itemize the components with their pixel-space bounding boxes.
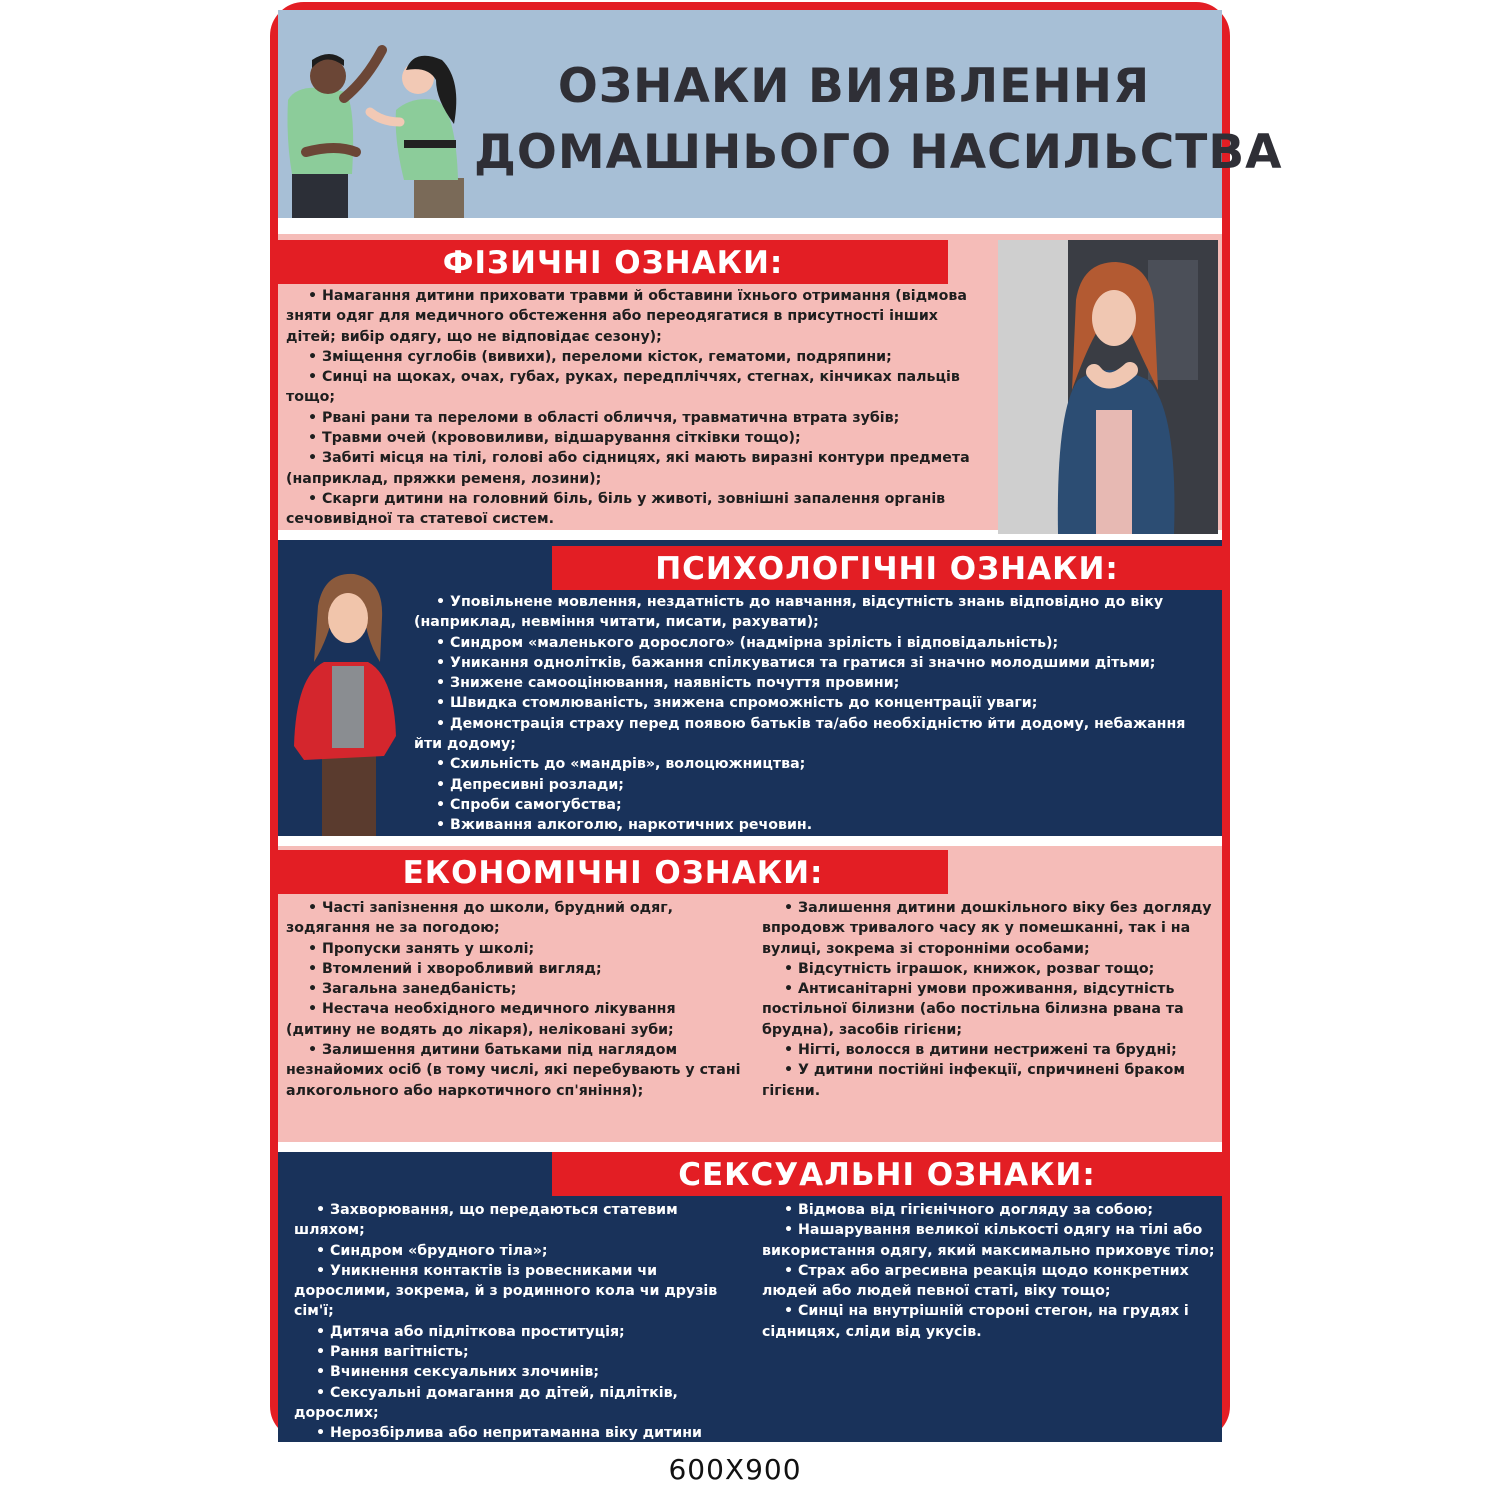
psychological-heading: ПСИХОЛОГІЧНІ ОЗНАКИ: bbox=[552, 546, 1222, 590]
list-item: • Забиті місця на тілі, голові або сідницях, які мають виразні контури предмета (наприклад, пряжки ременя, лозини); bbox=[286, 448, 982, 489]
list-item: • Намагання дитини приховати травми й обставини їхнього отримання (відмова зняти одяг для медичного обстеження або переодягатися в присутності інших дітей; вибір одягу, що не відповідає сезону); bbox=[286, 286, 982, 347]
list-item: • Нерозбірлива або непритаманна віку дитини сексуальна поведінка. bbox=[294, 1423, 738, 1464]
list-item: • Знижене самооцінювання, наявність почуття провини; bbox=[414, 673, 1216, 693]
list-item: • Вживання алкоголю, наркотичних речовин. bbox=[414, 815, 1216, 835]
list-item: • Зміщення суглобів (вивихи), переломи кісток, гематоми, подряпини; bbox=[286, 347, 982, 367]
list-item: • Травми очей (крововиливи, відшарування сітківки тощо); bbox=[286, 428, 982, 448]
title-line-2: ДОМАШНЬОГО НАСИЛЬСТВА bbox=[474, 125, 1283, 180]
list-item: • Дитяча або підліткова проституція; bbox=[294, 1322, 738, 1342]
list-item: • Залишення дитини дошкільного віку без догляду впродовж тривалого часу як у помешканні, так і на вулиці, зокрема зі сторонніми особами; bbox=[762, 898, 1218, 959]
list-item: • Пропуски занять у школі; bbox=[286, 939, 742, 959]
poster-title bbox=[474, 54, 1283, 186]
list-item: • Схильність до «мандрів», волоцюжництва; bbox=[414, 754, 1216, 774]
economic-heading: ЕКОНОМІЧНІ ОЗНАКИ: bbox=[278, 850, 948, 894]
sad-teen-illustration bbox=[284, 566, 404, 836]
list-item: • Рвані рани та переломи в області обличчя, травматична втрата зубів; bbox=[286, 408, 982, 428]
list-item: • Уникання однолітків, бажання спілкуватися та гратися зі значно молодшими дітьми; bbox=[414, 653, 1216, 673]
title-line-1: ОЗНАКИ ВИЯВЛЕННЯ bbox=[557, 59, 1151, 114]
list-item: • Відсутність іграшок, книжок, розваг тощо; bbox=[762, 959, 1218, 979]
list-item: • Скарги дитини на головний біль, біль у животі, зовнішні запалення органів сечовивідної та статевої систем. bbox=[286, 489, 982, 530]
header-banner bbox=[278, 10, 1283, 218]
economic-list-left bbox=[286, 898, 742, 1101]
list-item: • Сексуальні домагання до дітей, підлітків, дорослих; bbox=[294, 1383, 738, 1424]
list-item: • Рання вагітність; bbox=[294, 1342, 738, 1362]
list-item: • Нестача необхідного медичного лікування (дитину не водять до лікаря), неліковані зуби; bbox=[286, 999, 742, 1040]
physical-heading: ФІЗИЧНІ ОЗНАКИ: bbox=[278, 240, 948, 284]
list-item: • Нігті, волосся в дитини нестрижені та брудні; bbox=[762, 1040, 1218, 1060]
list-item: • Антисанітарні умови проживання, відсутність постільної білизни (або постільна білизна рвана та брудна), засобів гігієни; bbox=[762, 979, 1218, 1040]
list-item: • Швидка стомлюваність, знижена спроможність до концентрації уваги; bbox=[414, 693, 1216, 713]
sexual-list-right bbox=[762, 1200, 1218, 1342]
list-item: • Депресивні розлади; bbox=[414, 775, 1216, 795]
economic-section bbox=[278, 846, 1222, 1142]
list-item: • У дитини постійні інфекції, спричинені браком гігієни. bbox=[762, 1060, 1218, 1101]
poster-size-label: 600X900 bbox=[668, 1453, 802, 1486]
list-item: • Синдром «брудного тіла»; bbox=[294, 1241, 738, 1261]
sexual-heading: СЕКСУАЛЬНІ ОЗНАКИ: bbox=[552, 1152, 1222, 1196]
list-item: • Втомлений і хворобливий вигляд; bbox=[286, 959, 742, 979]
psychological-list bbox=[414, 592, 1216, 836]
list-item: • Синці на щоках, очах, губах, руках, передпліччях, стегнах, кінчиках пальців тощо; bbox=[286, 367, 982, 408]
economic-list-right bbox=[762, 898, 1218, 1101]
list-item: • Страх або агресивна реакція щодо конкретних людей або людей певної статі, віку тощо; bbox=[762, 1261, 1218, 1302]
list-item: • Нашарування великої кількості одягу на тілі або використання одягу, який максимально приховує тіло; bbox=[762, 1220, 1218, 1261]
sexual-section bbox=[278, 1152, 1222, 1462]
list-item: • Демонстрація страху перед появою батьків та/або необхідністю йти додому, небажання йти додому; bbox=[414, 714, 1216, 755]
poster bbox=[270, 2, 1283, 1462]
list-item: • Уповільнене мовлення, нездатність до навчання, відсутність знань відповідно до віку (наприклад, невміння читати, писати, рахувати); bbox=[414, 592, 1216, 633]
sexual-list-left bbox=[294, 1200, 738, 1464]
scared-girl-photo bbox=[998, 240, 1218, 534]
list-item: • Уникнення контактів із ровесниками чи дорослими, зокрема, й з родинного кола чи друзів сім'ї; bbox=[294, 1261, 738, 1322]
list-item: • Загальна занедбаність; bbox=[286, 979, 742, 999]
psychological-section bbox=[278, 540, 1222, 836]
arguing-couple-illustration bbox=[286, 40, 476, 218]
list-item: • Спроби самогубства; bbox=[414, 795, 1216, 815]
list-item: • Синдром «маленького дорослого» (надмірна зрілість і відповідальність); bbox=[414, 633, 1216, 653]
physical-section bbox=[278, 234, 1222, 530]
list-item: • Вчинення сексуальних злочинів; bbox=[294, 1362, 738, 1382]
list-item: • Залишення дитини батьками під наглядом незнайомих осіб (в тому числі, які перебувають у стані алкогольного або наркотичного сп'яніння); bbox=[286, 1040, 742, 1101]
list-item: • Відмова від гігієнічного догляду за собою; bbox=[762, 1200, 1218, 1220]
list-item: • Захворювання, що передаються статевим шляхом; bbox=[294, 1200, 738, 1241]
list-item: • Синці на внутрішній стороні стегон, на грудях і сідницях, сліди від укусів. bbox=[762, 1301, 1218, 1342]
physical-list bbox=[286, 286, 982, 530]
list-item: • Часті запізнення до школи, брудний одяг, зодягання не за погодою; bbox=[286, 898, 742, 939]
